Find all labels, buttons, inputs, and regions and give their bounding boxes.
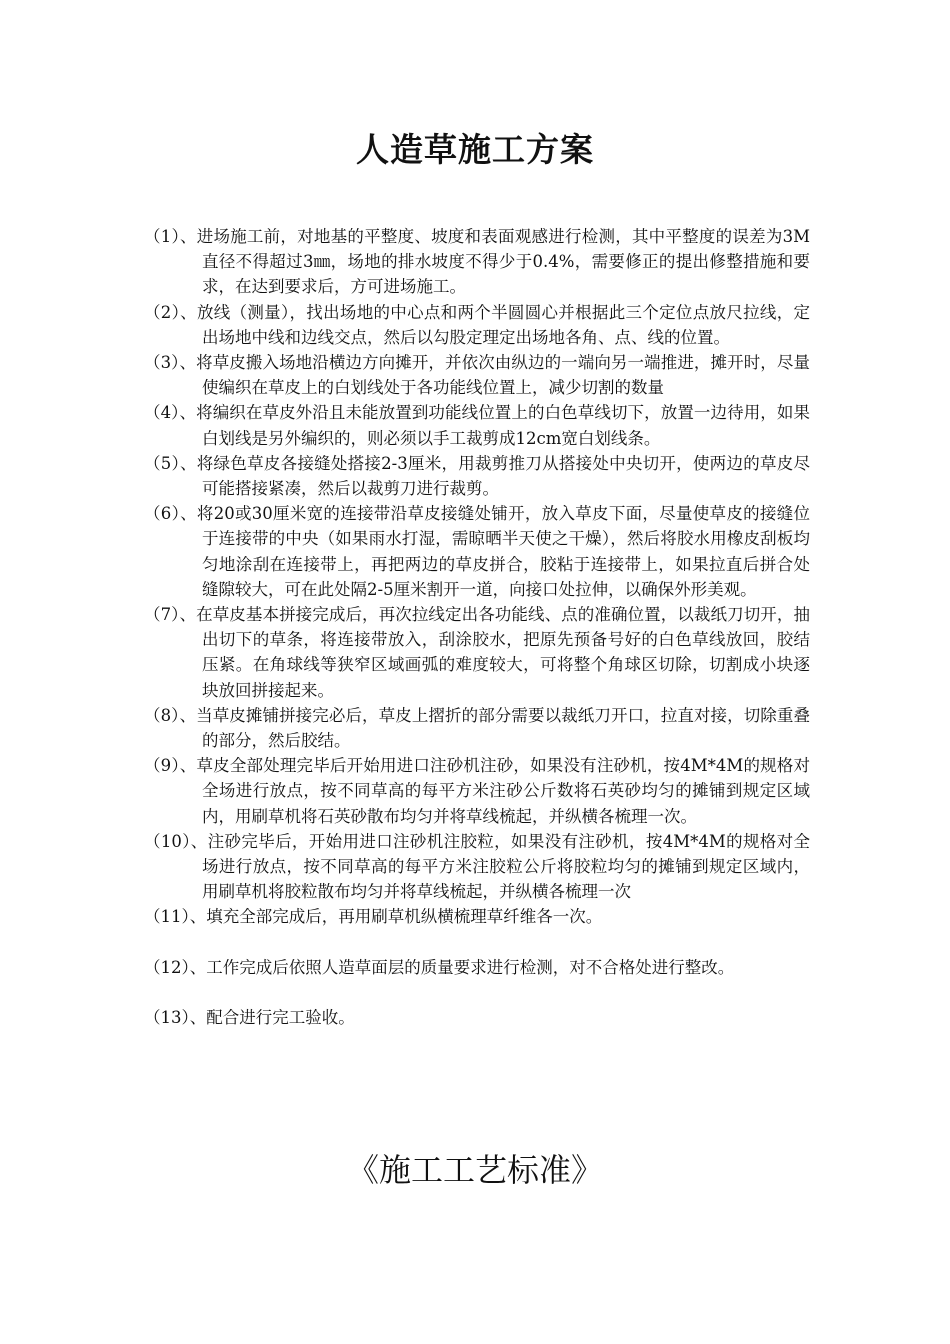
step-item: （2）、放线（测量），找出场地的中心点和两个半圆圆心并根据此三个定位点放尺拉线，定出场地中线和边线交点，然后以勾股定理定出场地各角、点、线的位置。 — [144, 302, 810, 347]
step-item: （3）、将草皮搬入场地沿横边方向摊开，并依次由纵边的一端向另一端推进，摊开时，尽量使编织在草皮上的白划线处于各功能线位置上，减少切割的数量 — [144, 353, 810, 398]
step-item: （13）、配合进行完工验收。 — [144, 1007, 355, 1027]
step-item: （9）、草皮全部处理完毕后开始用进口注砂机注砂，如果没有注砂机，按4M*4M的规格对全场进行放点，按不同草高的每平方米注砂公斤数将石英砂均匀的摊铺到规定区域内，用刷草机将石英砂散布均匀并将草线梳起，并纵横各梳理一次。 — [144, 756, 810, 826]
step-item: （7）、在草皮基本拼接完成后，再次拉线定出各功能线、点的准确位置，以裁纸刀切开，抽出切下的草条，将连接带放入，刮涂胶水，把原先预备号好的白色草线放回，胶结压紧。在角球线等狭窄区域画弧的难度较大，可将整个角球区切除，切割成小块逐块放回拼接起来。 — [144, 605, 810, 700]
section-heading: 《施工工艺标准》 — [346, 1151, 603, 1189]
step-item: （5）、将绿色草皮各接缝处搭接2-3厘米，用裁剪推刀从搭接处中央切开，使两边的草皮尽可能搭接紧凑，然后以裁剪刀进行裁剪。 — [144, 453, 810, 499]
step-item: （6）、将20或30厘米宽的连接带沿草皮接缝处铺开，放入草皮下面，尽量使草皮的接缝位于连接带的中央（如果雨水打湿，需晾晒半天使之干燥），然后将胶水用橡皮刮板均匀地涂刮在连接带上，再把两边的草皮拼合，胶粘于连接带上，如果拉直后拼合处缝隙较大，可在此处隔2-5厘米割开一道，向接口处拉伸，以确保外形美观。 — [144, 504, 810, 599]
step-item: （10）、注砂完毕后，开始用进口注砂机注胶粒，如果没有注砂机，按4M*4M的规格对全场进行放点，按不同草高的每平方米注胶粒公斤将胶粒均匀的摊铺到规定区域内，用刷草机将胶粒散布均匀并将草线梳起，并纵横各梳理一次 — [144, 831, 810, 902]
step-item: （11）、填充全部完成后，再用刷草机纵横梳理草纤维各一次。 — [144, 907, 603, 927]
step-item: （4）、将编织在草皮外沿且未能放置到功能线位置上的白色草线切下，放置一边待用，如果白划线是另外编织的，则必须以手工裁剪成12cm宽白划线条。 — [144, 403, 810, 448]
document-title: 人造草施工方案 — [356, 130, 594, 169]
step-item: （8）、当草皮摊铺拼接完必后，草皮上摺折的部分需要以裁纸刀开口，拉直对接，切除重叠的部分，然后胶结。 — [144, 705, 810, 751]
step-item: （1）、进场施工前，对地基的平整度、坡度和表面观感进行检测，其中平整度的误差为3M直径不得超过3㎜，场地的排水坡度不得少于0.4%，需要修正的提出修整措施和要求，在达到要求后，方可进场施工。 — [144, 227, 810, 297]
step-item: （12）、工作完成后依照人造草面层的质量要求进行检测，对不合格处进行整改。 — [144, 957, 735, 977]
construction-steps-list — [144, 224, 810, 1030]
